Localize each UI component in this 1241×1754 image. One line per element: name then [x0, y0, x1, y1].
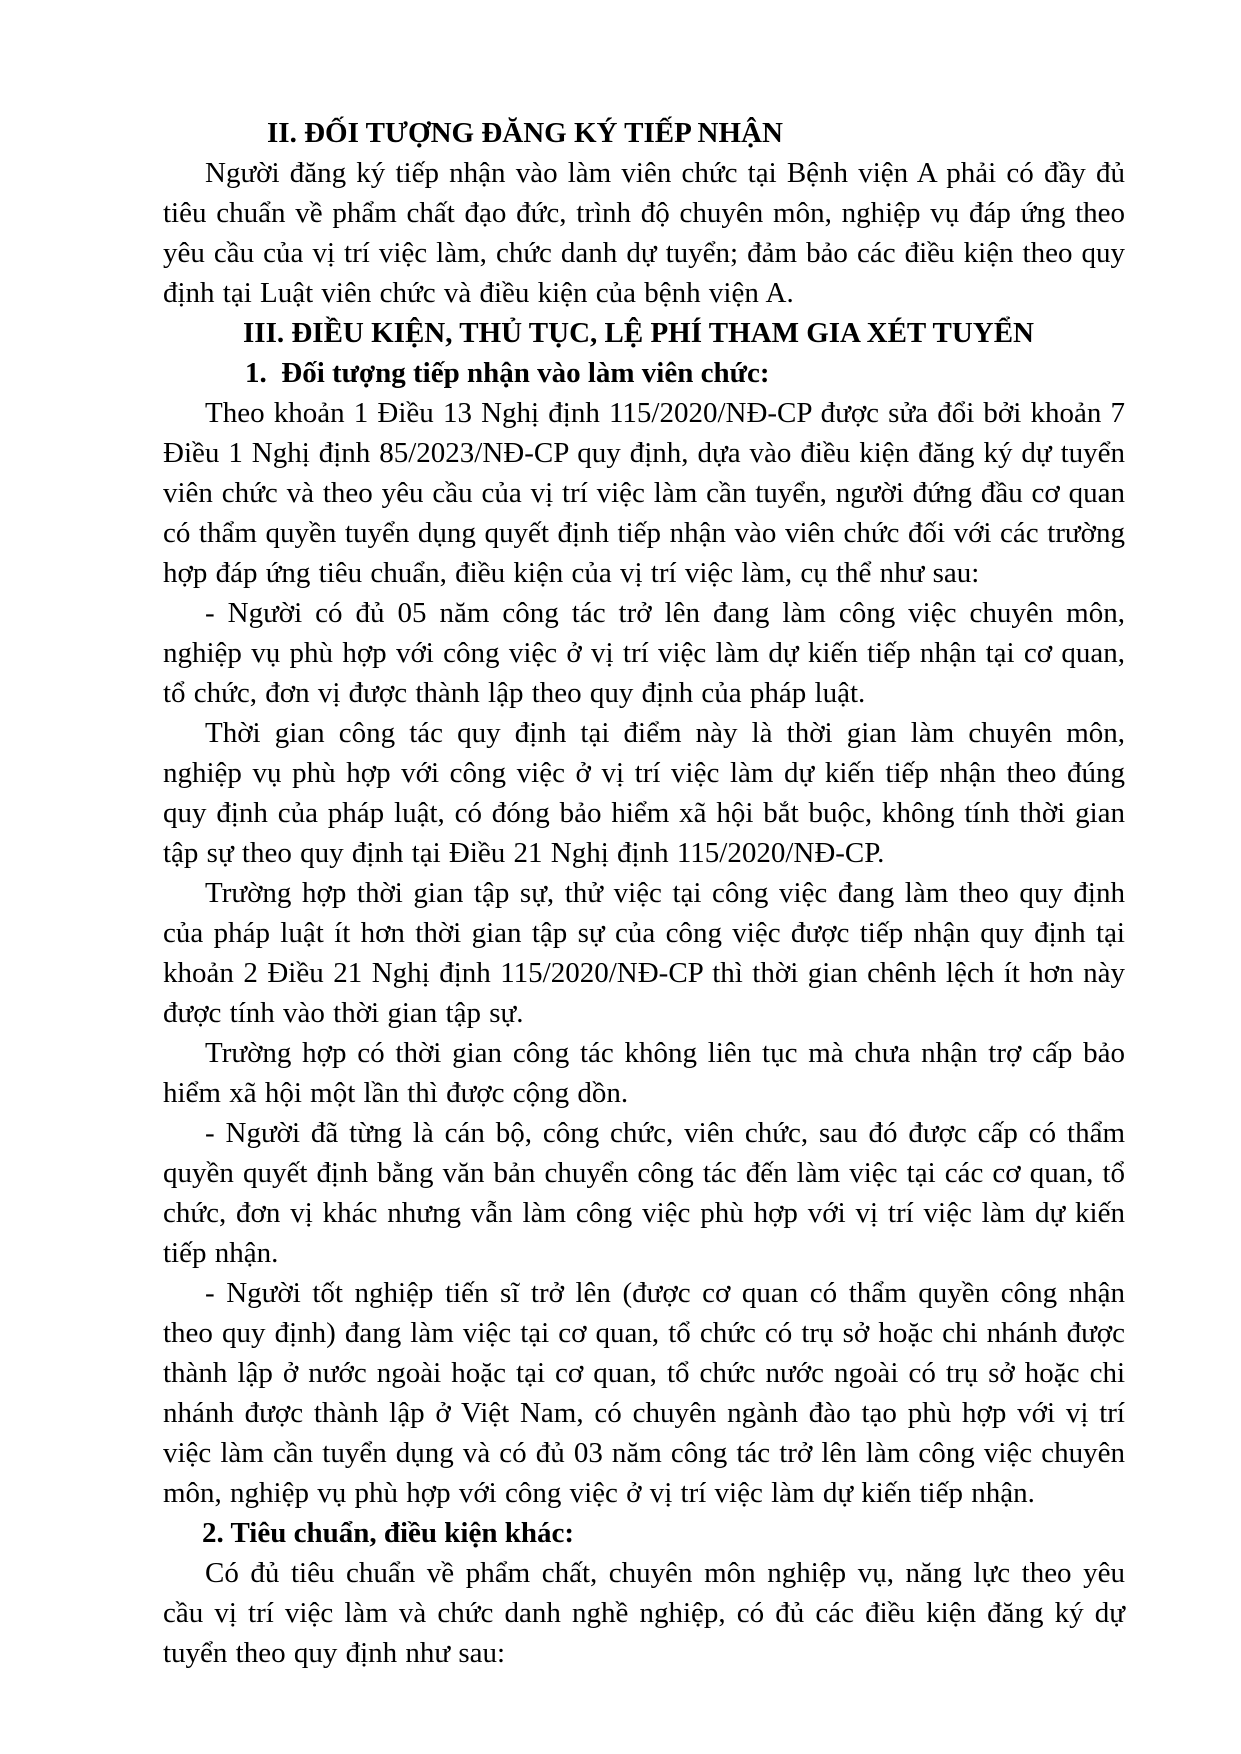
bullet-5-years-paragraph: - Người có đủ 05 năm công tác trở lên đang làm công việc chuyên môn, nghiệp vụ phù hợp với công việc ở vị trí việc làm dự kiến tiếp nhận tại cơ quan, tổ chức, đơn vị được thành lập theo quy định của pháp luật. [163, 597, 1125, 709]
bullet-doctorate-paragraph: - Người tốt nghiệp tiến sĩ trở lên (được cơ quan có thẩm quyền công nhận theo quy định) đang làm việc tại cơ quan, tổ chức có trụ sở hoặc chi nhánh được thành lập ở nước ngoài hoặc tại cơ quan, tổ chức nước ngoài có trụ sở hoặc chi nhánh được thành lập ở Việt Nam, có chuyên ngành đào tạo phù hợp với vị trí việc làm cần tuyển dụng và có đủ 03 năm công tác trở lên làm công việc chuyên môn, nghiệp vụ phù hợp với công việc ở vị trí việc làm dự kiến tiếp nhận. [163, 1277, 1125, 1509]
probation-case-paragraph: Trường hợp thời gian tập sự, thử việc tại công việc đang làm theo quy định của pháp luật ít hơn thời gian tập sự của công việc được tiếp nhận quy định tại khoản 2 Điều 21 Nghị định 115/2020/NĐ-CP thì thời gian chênh lệch ít hơn này được tính vào thời gian tập sự. [163, 877, 1125, 1029]
bullet-former-officials-paragraph: - Người đã từng là cán bộ, công chức, viên chức, sau đó được cấp có thẩm quyền quyết định bằng văn bản chuyển công tác đến làm việc tại các cơ quan, tổ chức, đơn vị khác nhưng vẫn làm công việc phù hợp với vị trí việc làm dự kiến tiếp nhận. [163, 1117, 1125, 1269]
legal-basis-paragraph: Theo khoản 1 Điều 13 Nghị định 115/2020/NĐ-CP được sửa đổi bởi khoản 7 Điều 1 Nghị định 85/2023/NĐ-CP quy định, dựa vào điều kiện đăng ký dự tuyển viên chức và theo yêu cầu của vị trí việc làm cần tuyển, người đứng đầu cơ quan có thẩm quyền tuyển dụng quyết định tiếp nhận vào viên chức đối với các trường hợp đáp ứng tiêu chuẩn, điều kiện của vị trí việc làm, cụ thể như sau: [163, 397, 1125, 589]
noncontinuous-case-paragraph: Trường hợp có thời gian công tác không liên tục mà chưa nhận trợ cấp bảo hiểm xã hội một lần thì được cộng dồn. [163, 1037, 1125, 1109]
other-standards-paragraph: Có đủ tiêu chuẩn về phẩm chất, chuyên môn nghiệp vụ, năng lực theo yêu cầu vị trí việc làm và chức danh nghề nghiệp, có đủ các điều kiện đăng ký dự tuyển theo quy định như sau: [163, 1557, 1125, 1669]
intro-paragraph: Người đăng ký tiếp nhận vào làm viên chức tại Bệnh viện A phải có đầy đủ tiêu chuẩn về phẩm chất đạo đức, trình độ chuyên môn, nghiệp vụ đáp ứng theo yêu cầu của vị trí việc làm, chức danh dự tuyển; đảm bảo các điều kiện theo quy định tại Luật viên chức và điều kiện của bệnh viện A. [163, 157, 1125, 309]
working-time-paragraph: Thời gian công tác quy định tại điểm này là thời gian làm chuyên môn, nghiệp vụ phù hợp với công việc ở vị trí việc làm dự kiến tiếp nhận theo đúng quy định của pháp luật, có đóng bảo hiểm xã hội bắt buộc, không tính thời gian tập sự theo quy định tại Điều 21 Nghị định 115/2020/NĐ-CP. [163, 717, 1125, 869]
item-1-heading: 1. Đối tượng tiếp nhận vào làm viên chức: [245, 357, 770, 389]
section-ii-heading: II. ĐỐI TƯỢNG ĐĂNG KÝ TIẾP NHẬN [267, 117, 783, 149]
section-iii-heading: III. ĐIỀU KIỆN, THỦ TỤC, LỆ PHÍ THAM GIA XÉT TUYỂN [243, 317, 1034, 349]
item-2-heading: 2. Tiêu chuẩn, điều kiện khác: [202, 1517, 575, 1549]
